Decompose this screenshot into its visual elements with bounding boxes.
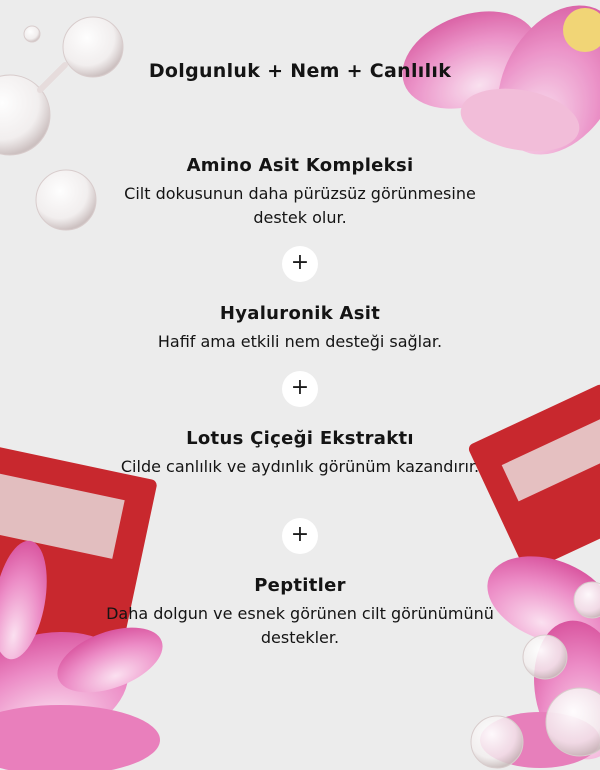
page-title: Dolgunluk + Nem + Canlılık xyxy=(148,60,452,82)
ingredient-amino xyxy=(0,155,600,230)
ingredient-description: Hafif ama etkili nem desteği sağlar. xyxy=(157,332,443,351)
ingredient-title: Peptitler xyxy=(254,575,346,596)
ingredient-title: Hyaluronik Asit xyxy=(219,303,381,324)
ingredient-peptides xyxy=(0,575,600,650)
lotus-flower-top-right-icon xyxy=(389,0,600,177)
ingredient-lotus xyxy=(0,428,600,479)
ingredient-description: Cilde canlılık ve aydınlık görünüm kazandırır. xyxy=(120,457,480,476)
ingredient-description: Cilt dokusunun daha pürüzsüz görünmesine destek olur. xyxy=(124,184,476,227)
plus-icon: + xyxy=(282,246,318,282)
ingredient-description: Daha dolgun ve esnek görünen cilt görünümünü destekler. xyxy=(106,604,494,647)
ingredient-hyaluronic xyxy=(0,303,600,354)
plus-icon: + xyxy=(282,518,318,554)
ingredient-title: Lotus Çiçeği Ekstraktı xyxy=(186,428,414,449)
plus-icon: + xyxy=(282,371,318,407)
ingredient-title: Amino Asit Kompleksi xyxy=(186,155,414,176)
